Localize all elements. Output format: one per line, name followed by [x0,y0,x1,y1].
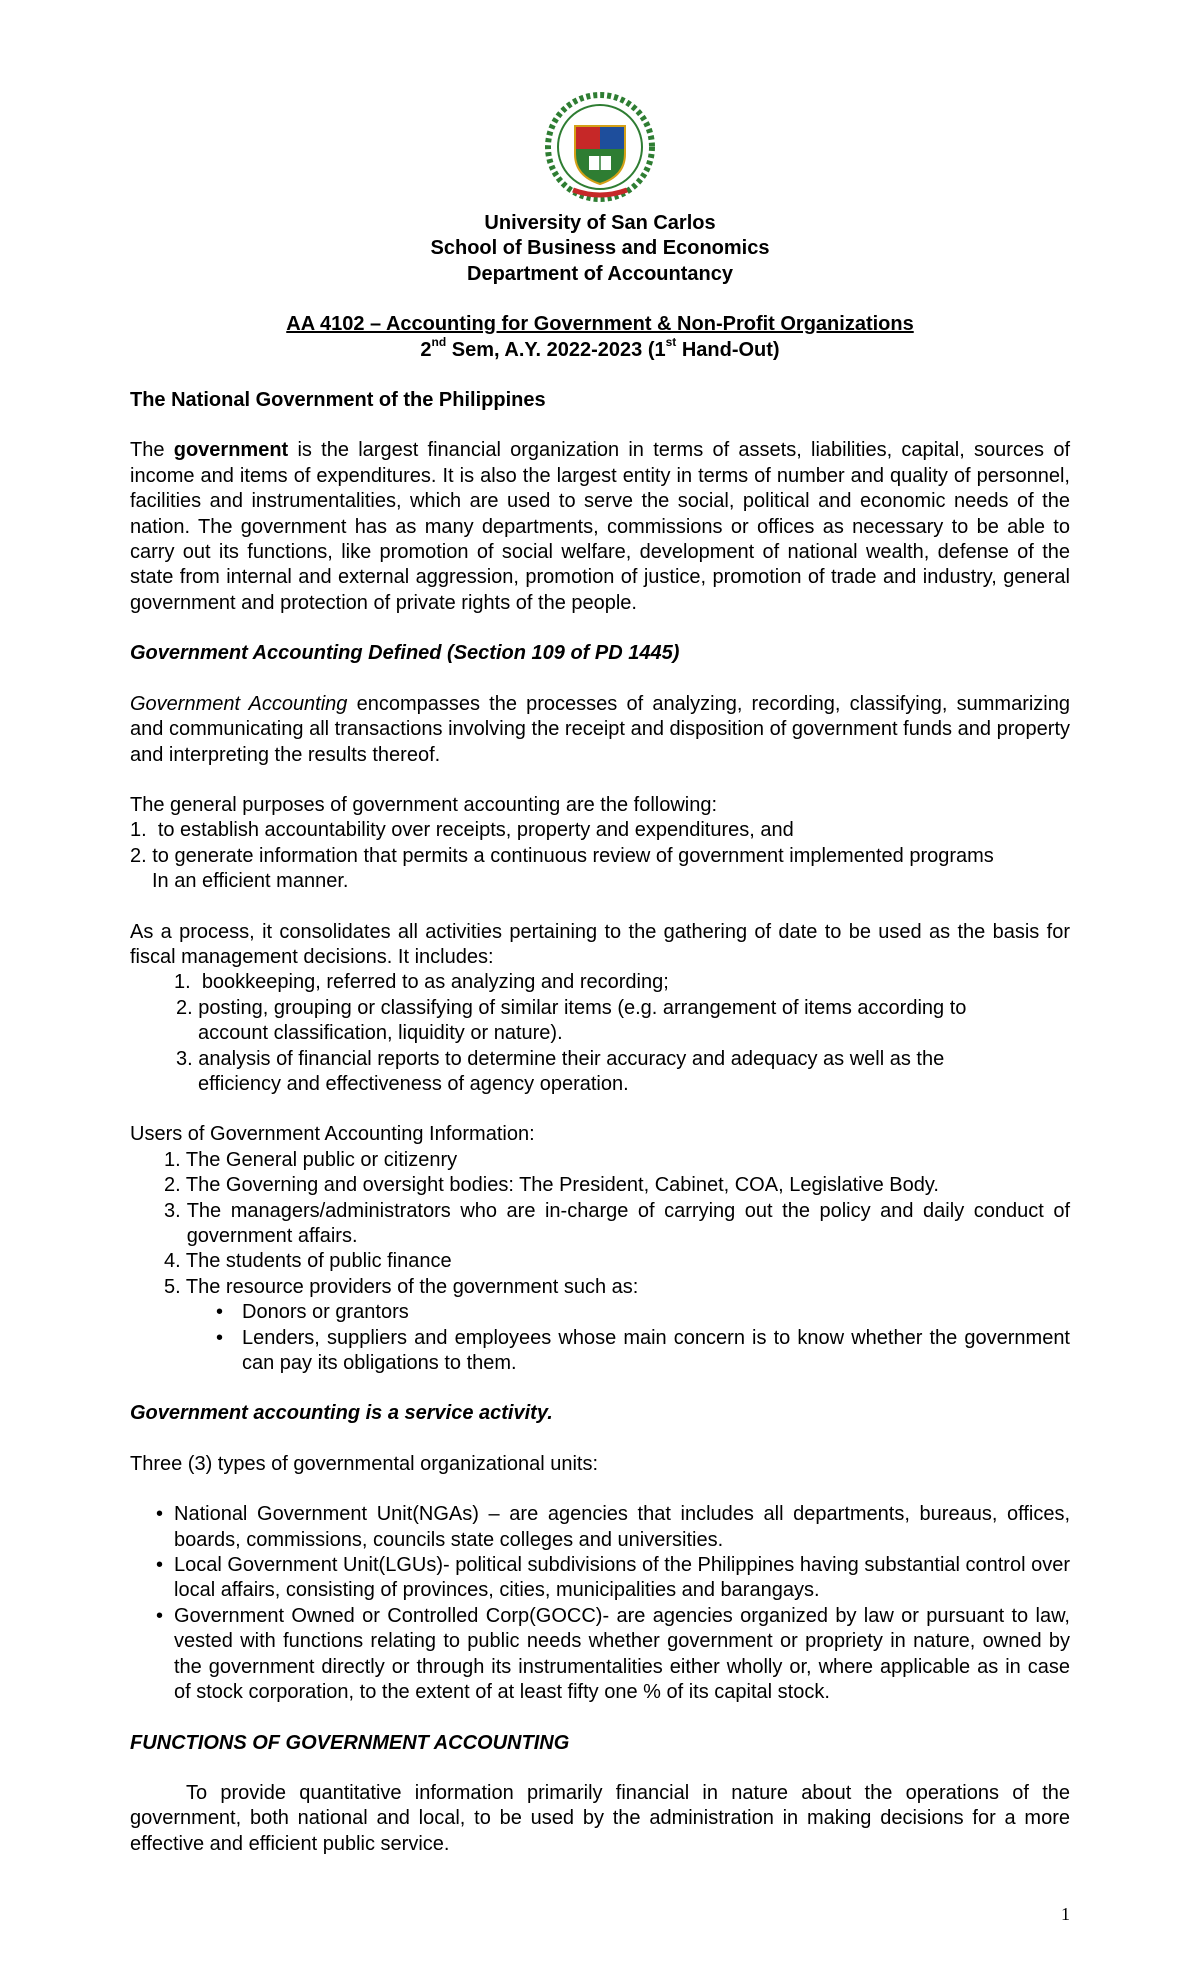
bullet-text: Government Owned or Controlled Corp(GOCC)- are agencies organized by law or pursuant to law, vested with functions relating to public needs whether government or propriety in nature, owned by the government directly or through its instrumentalities either wholly or, where applicable as in case of stock corporation, to the extent of at least fifty one % of its capital stock. [174,1604,1070,1704]
para-rest: encompasses the processes of analyzing, recording, classifying, summarizing and communicating all transactions involving the receipt and disposition of government funds and property and interpreting the results thereof. [130,692,1070,766]
list-item [130,1275,1070,1300]
para-start: The [130,439,174,462]
bullet-icon: • [216,1301,224,1324]
bullet-item [130,1553,1070,1604]
list-number: 1. [164,1148,181,1171]
list-item [130,1249,1070,1274]
purposes-list [130,818,1070,894]
paragraph-accounting-defined [130,692,1070,768]
bullet-text: National Government Unit(NGAs) – are agencies that includes all departments, bureaus, offices, boards, commissions, councils state colleges and universities. [174,1503,1070,1551]
bullet-item [130,1326,1070,1377]
section-heading-national-government: The National Government of the Philippines [130,389,546,412]
document-page [130,92,1070,1857]
list-number: 2. [130,844,147,867]
para-italic-term: Government Accounting [130,692,348,715]
semester-number: 2 [420,338,432,361]
list-text: to generate information that permits a continuous review of government implemented programs [152,844,994,867]
process-list [130,970,1070,1097]
users-intro: Users of Government Accounting Information: [130,1123,535,1146]
paragraph-functions: To provide quantitative information primarily financial in nature about the operations of the government, both national and local, to be used by the administration in making decisions for a more effective and efficient public service. [130,1781,1070,1855]
course-title-text: AA 4102 – Accounting for Government & Non-Profit Organizations [286,313,914,336]
list-number: 1. [174,971,191,994]
list-item-continuation: efficiency and effectiveness of agency operation. [198,1072,629,1095]
list-item [130,1047,1070,1072]
list-text: The General public or citizenry [185,1148,458,1171]
bullet-item [130,1300,1070,1325]
list-item [130,1199,1070,1250]
list-item [130,996,1070,1021]
bullet-item [130,1604,1070,1706]
list-text: The managers/administrators who are in-charge of carrying out the policy and daily conduct of government affairs. [186,1199,1070,1247]
list-number: 4. [164,1250,181,1273]
list-number: 3. [164,1199,181,1222]
bullet-text: Local Government Unit(LGUs)- political subdivisions of the Philippines having substantial control over local affairs, consisting of provinces, cities, municipalities and barangays. [174,1554,1070,1602]
list-item [130,970,1070,995]
list-text: posting, grouping or classifying of similar items (e.g. arrangement of items according to [198,996,967,1019]
list-item-continuation: In an efficient manner. [152,870,349,893]
semester-suffix: nd [431,334,447,349]
semester-line [130,334,1070,363]
university-seal-icon [545,92,655,202]
list-text: The Governing and oversight bodies: The President, Cabinet, COA, Legislative Body. [185,1174,939,1197]
list-item [130,1148,1070,1173]
section-heading-functions: FUNCTIONS OF GOVERNMENT ACCOUNTING [130,1731,570,1754]
bullet-text: Lenders, suppliers and employees whose main concern is to know whether the government can pay its obligations to them. [242,1326,1070,1375]
list-number: 1. [130,819,147,842]
paragraph-government [130,438,1070,616]
bullet-icon: • [156,1604,164,1627]
list-item [130,844,1070,869]
bullet-icon: • [156,1503,164,1526]
handout-suffix: st [665,334,677,349]
types-list [130,1502,1070,1705]
list-item-continuation: account classification, liquidity or nature). [198,1022,563,1045]
semester-text: Sem, A.Y. 2022-2023 (1 [446,338,666,361]
list-text: analysis of financial reports to determine their accuracy and adequacy as well as the [198,1047,945,1070]
types-intro: Three (3) types of governmental organizational units: [130,1452,599,1475]
section-heading-accounting-defined: Government Accounting Defined (Section 109 of PD 1445) [130,642,680,665]
department-name: Department of Accountancy [467,262,733,285]
list-text: bookkeeping, referred to as analyzing and recording; [201,971,669,994]
bullet-text: Donors or grantors [242,1301,409,1324]
list-number: 5. [164,1275,181,1298]
list-text: The students of public finance [185,1250,452,1273]
list-number: 3. [176,1047,193,1070]
purposes-intro: The general purposes of government accounting are the following: [130,793,718,816]
list-number: 2. [176,996,193,1019]
university-name: University of San Carlos [484,212,716,234]
users-list [130,1148,1070,1377]
bullet-icon: • [156,1554,164,1577]
handout-text: Hand-Out) [676,338,780,361]
page-number: 1 [1061,1904,1070,1924]
school-name: School of Business and Economics [430,237,770,260]
list-text-wrap [181,1199,1070,1250]
list-number: 2. [164,1174,181,1197]
section-heading-service-activity: Government accounting is a service activity. [130,1402,553,1425]
bullet-item [130,1502,1070,1553]
list-text: The resource providers of the government such as: [185,1275,639,1298]
para-bold-government: government [173,439,289,462]
list-item [130,818,1070,843]
list-text: to establish accountability over receipts, property and expenditures, and [157,819,794,842]
list-item [130,1173,1070,1198]
para-rest: is the largest financial organization in terms of assets, liabilities, capital, sources of income and items of expenditures. It is also the largest entity in terms of number and quality of personnel, facilities and instrumentalities, which are used to serve the social, political and economic needs of the nation. The government has as many departments, commissions or offices as necessary to be able to carry out its functions, like promotion of social welfare, development of national wealth, defense of the state from internal and external aggression, promotion of justice, promotion of trade and industry, general government and protection of private rights of the people. [130,439,1070,614]
bullet-icon: • [216,1326,224,1349]
course-title [130,312,1070,337]
process-intro: As a process, it consolidates all activities pertaining to the gathering of date to be used as the basis for fiscal management decisions. It includes: [130,920,1070,968]
